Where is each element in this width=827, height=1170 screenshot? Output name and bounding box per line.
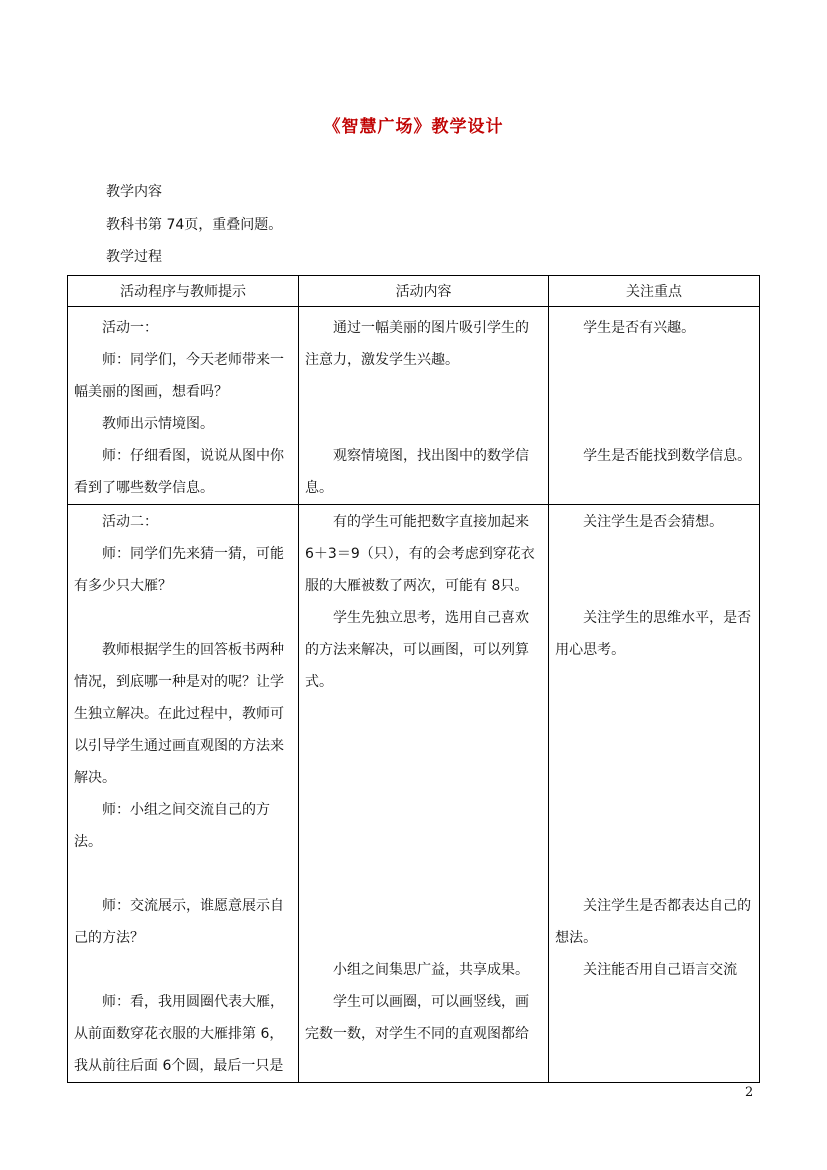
activity-2-procedure xyxy=(68,505,299,1083)
page-number: 2 xyxy=(745,1085,754,1100)
table-row-activity-2 xyxy=(68,505,760,1083)
activity-2-focus xyxy=(549,505,760,1083)
table-row-activity-1 xyxy=(68,307,760,505)
paragraph: 学生是否能找到数学信息。 xyxy=(583,448,752,464)
textbook-reference: 教科书第 74页，重叠问题。 xyxy=(106,217,283,233)
paragraph: 师：仔细看图，说说从图中你看到了哪些数学信息。 xyxy=(74,448,284,496)
header-focus-points: 关注重点 xyxy=(549,276,760,307)
paragraph: 关注学生是否会猜想。 xyxy=(583,514,724,530)
teaching-process-label: 教学过程 xyxy=(106,249,162,265)
paragraph: 师：看，我用圆圈代表大雁，从前面数穿花衣服的大雁排第 6，我从前往后面 6个圆，最后一只是 xyxy=(74,994,284,1074)
paragraph: 师：同学们先来猜一猜，可能有多少只大雁？ xyxy=(74,546,284,594)
teaching-content-label: 教学内容 xyxy=(106,184,162,200)
paragraph: 学生是否有兴趣。 xyxy=(583,320,696,336)
paragraph: 教师根据学生的回答板书两种情况，到底哪一种是对的呢？让学生独立解决。在此过程中，教师可以引导学生通过画直观图的方法来解决。 xyxy=(74,642,284,786)
paragraph: 关注学生的思维水平，是否用心思考。 xyxy=(555,610,752,658)
header-activity-content: 活动内容 xyxy=(299,276,549,307)
activity-1-content xyxy=(299,307,549,505)
activity-2-content xyxy=(299,505,549,1083)
paragraph: 师：小组之间交流自己的方法。 xyxy=(74,802,270,850)
activity-1-procedure xyxy=(68,307,299,505)
paragraph: 小组之间集思广益，共享成果。 xyxy=(333,962,530,978)
header-activity-procedure: 活动程序与教师提示 xyxy=(68,276,299,307)
paragraph: 关注学生是否都表达自己的想法。 xyxy=(555,898,752,946)
table-header-row xyxy=(68,276,760,307)
paragraph: 学生可以画圈，可以画竖线，画完数一数，对学生不同的直观图都给 xyxy=(305,994,530,1042)
paragraph: 观察情境图，找出图中的数学信息。 xyxy=(305,448,530,496)
paragraph: 关注能否用自己语言交流 xyxy=(583,962,738,978)
paragraph: 活动一： xyxy=(102,320,158,336)
paragraph: 师：同学们，今天老师带来一幅美丽的图画，想看吗？ xyxy=(74,352,284,400)
paragraph: 师：交流展示，谁愿意展示自己的方法？ xyxy=(74,898,284,946)
paragraph: 有的学生可能把数字直接加起来 6＋3＝9（只），有的会考虑到穿花衣服的大雁被数了两次，可能有 8只。 xyxy=(305,514,535,594)
teaching-process-table xyxy=(67,275,760,1083)
paragraph: 教师出示情境图。 xyxy=(102,416,214,432)
document-title: 《智慧广场》教学设计 xyxy=(323,117,504,137)
activity-1-focus xyxy=(549,307,760,505)
paragraph: 活动二： xyxy=(102,514,158,530)
paragraph: 学生先独立思考，选用自己喜欢的方法来解决，可以画图，可以列算式。 xyxy=(305,610,530,690)
paragraph: 通过一幅美丽的图片吸引学生的注意力，激发学生兴趣。 xyxy=(305,320,530,368)
